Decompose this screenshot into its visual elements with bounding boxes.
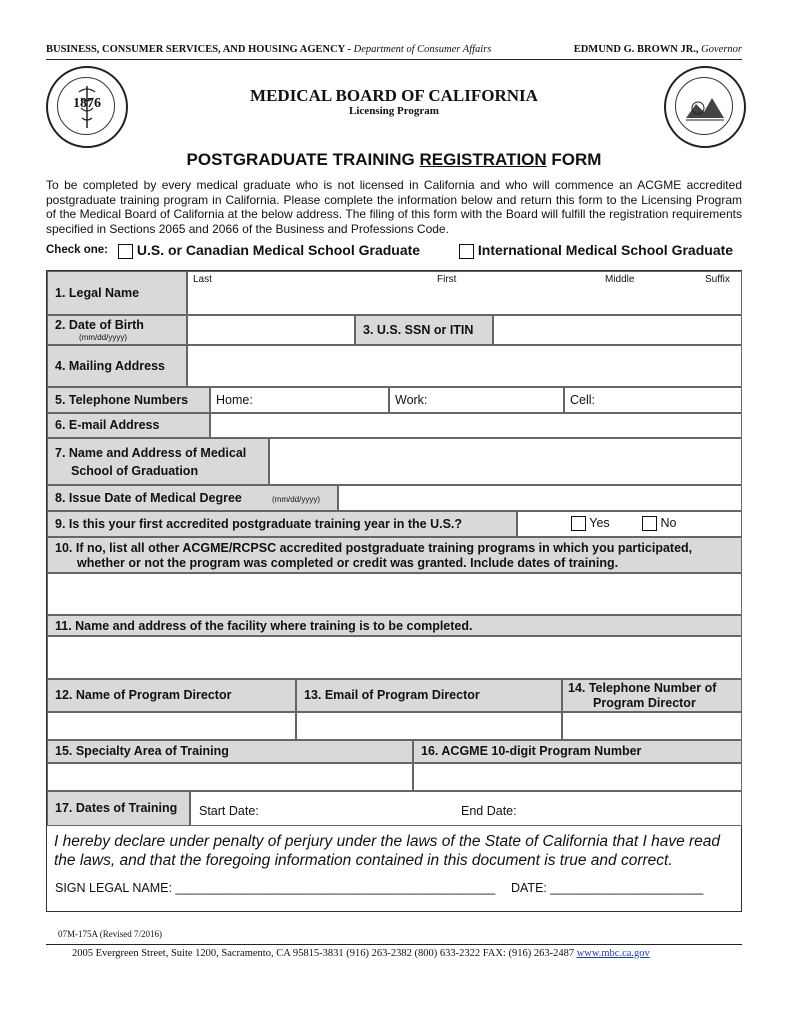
board-title: MEDICAL BOARD OF CALIFORNIA: [250, 86, 538, 105]
q10-label-line2: whether or not the program was completed or credit was granted. Include dates of training.: [77, 556, 619, 570]
option-us-canadian[interactable]: U.S. or Canadian Medical School Graduate: [118, 242, 420, 259]
governor-title: Governor: [701, 44, 742, 55]
middle-label: Middle: [605, 274, 635, 285]
start-date-label: Start Date:: [199, 804, 259, 818]
program-name: Licensing Program: [349, 105, 439, 117]
sign-legal-name-line[interactable]: SIGN LEGAL NAME: ______________________________________________: [55, 881, 496, 895]
program-director-email-field[interactable]: [296, 712, 562, 740]
date-line[interactable]: DATE: ______________________: [511, 881, 704, 895]
dob-field[interactable]: [187, 315, 355, 345]
q10-field[interactable]: [47, 573, 742, 615]
governor-name: EDMUND G. BROWN JR.,: [573, 44, 699, 55]
dob-format: (mm/dd/yyyy): [79, 333, 127, 342]
q10-label-line1: 10. If no, list all other ACGME/RCPSC accredited postgraduate training programs in which you participated,: [55, 541, 693, 555]
yes-checkbox[interactable]: [571, 516, 586, 531]
header-rule: [46, 59, 742, 60]
seal-year: 1876: [73, 96, 101, 111]
declaration-line2: the laws, and that the foregoing information contained in this document is true and correct.: [54, 852, 673, 869]
footer-rule: [46, 944, 742, 945]
q13-label: 13. Email of Program Director: [304, 688, 480, 702]
us-canadian-checkbox[interactable]: [118, 244, 133, 259]
q9-label: 9. Is this your first accredited postgraduate training year in the U.S.?: [55, 517, 463, 531]
q11-label: 11. Name and address of the facility where training is to be completed.: [55, 619, 473, 633]
program-director-name-field[interactable]: [47, 712, 296, 740]
phone-label: 5. Telephone Numbers: [55, 393, 189, 407]
department-name: Department of Consumer Affairs: [353, 44, 492, 55]
issue-date-field[interactable]: [338, 485, 742, 511]
no-checkbox[interactable]: [642, 516, 657, 531]
school-label-line2: School of Graduation: [71, 464, 199, 478]
issue-date-label: 8. Issue Date of Medical Degree: [55, 491, 242, 505]
footer-address: 2005 Evergreen Street, Suite 1200, Sacramento, CA 95815-3831 (916) 263-2382 (800) 633-2322 FAX: (916) 263-2487 www.mbc.ca.gov: [72, 948, 650, 959]
agency-name: BUSINESS, CONSUMER SERVICES, AND HOUSING AGENCY: [46, 44, 345, 55]
option-international[interactable]: International Medical School Graduate: [459, 242, 733, 259]
mailing-label: 4. Mailing Address: [55, 359, 165, 373]
end-date-label: End Date:: [461, 804, 517, 818]
first-label: First: [437, 274, 457, 285]
suffix-label: Suffix: [705, 274, 730, 285]
declaration-line1: I hereby declare under penalty of perjury under the laws of the State of California that I have read: [54, 833, 721, 850]
check-one-label: Check one:: [46, 244, 108, 256]
form-title: POSTGRADUATE TRAINING REGISTRATION FORM: [186, 150, 602, 169]
q14-label-line1: 14. Telephone Number of: [568, 681, 717, 695]
agency-header: BUSINESS, CONSUMER SERVICES, AND HOUSING AGENCY - Department of Consumer Affairs EDMUND G. BROWN JR., Governor: [46, 44, 742, 55]
email-field[interactable]: [210, 413, 742, 438]
yes-option[interactable]: Yes: [571, 516, 610, 531]
legal-name-field[interactable]: [187, 271, 742, 315]
intro-paragraph: To be completed by every medical graduate who is not licensed in California and who will commence an ACGME accredited postgraduate training program in California. Please complete the information below and return this form to the Licensing Program of the Medical Board of California at the below address. The filing of this form with the Board will fulfill the registration requirements specified in Sections 2065 and 2066 of the Business and Professions Code.: [46, 178, 742, 236]
acgme-number-field[interactable]: [413, 763, 742, 791]
legal-name-label: 1. Legal Name: [55, 286, 140, 300]
no-option[interactable]: No: [642, 516, 676, 531]
q17-label: 17. Dates of Training: [55, 801, 178, 815]
registration-form: [46, 270, 742, 912]
q11-field[interactable]: [47, 636, 742, 679]
email-label: 6. E-mail Address: [55, 418, 160, 432]
q15-label: 15. Specialty Area of Training: [55, 744, 229, 758]
program-director-phone-field[interactable]: [562, 712, 742, 740]
revision-note: 07M-175A (Revised 7/2016): [58, 929, 162, 939]
mailing-address-field[interactable]: [187, 345, 742, 387]
specialty-field[interactable]: [47, 763, 413, 791]
dob-label: 2. Date of Birth: [55, 318, 144, 332]
issue-date-format: (mm/dd/yyyy): [272, 495, 320, 504]
q14-label-line2: Program Director: [593, 696, 696, 710]
school-label-line1: 7. Name and Address of Medical: [55, 446, 247, 460]
q9-answer-cell: [517, 511, 742, 537]
school-field[interactable]: [269, 438, 742, 485]
international-checkbox[interactable]: [459, 244, 474, 259]
q16-label: 16. ACGME 10-digit Program Number: [421, 744, 642, 758]
ssn-label: 3. U.S. SSN or ITIN: [363, 323, 474, 337]
home-label: Home:: [216, 393, 253, 407]
website-link[interactable]: www.mbc.ca.gov: [576, 948, 650, 959]
ssn-field[interactable]: [493, 315, 742, 345]
q12-label: 12. Name of Program Director: [55, 688, 232, 702]
last-label: Last: [193, 274, 212, 285]
cell-label: Cell:: [570, 393, 596, 407]
work-label: Work:: [395, 393, 428, 407]
